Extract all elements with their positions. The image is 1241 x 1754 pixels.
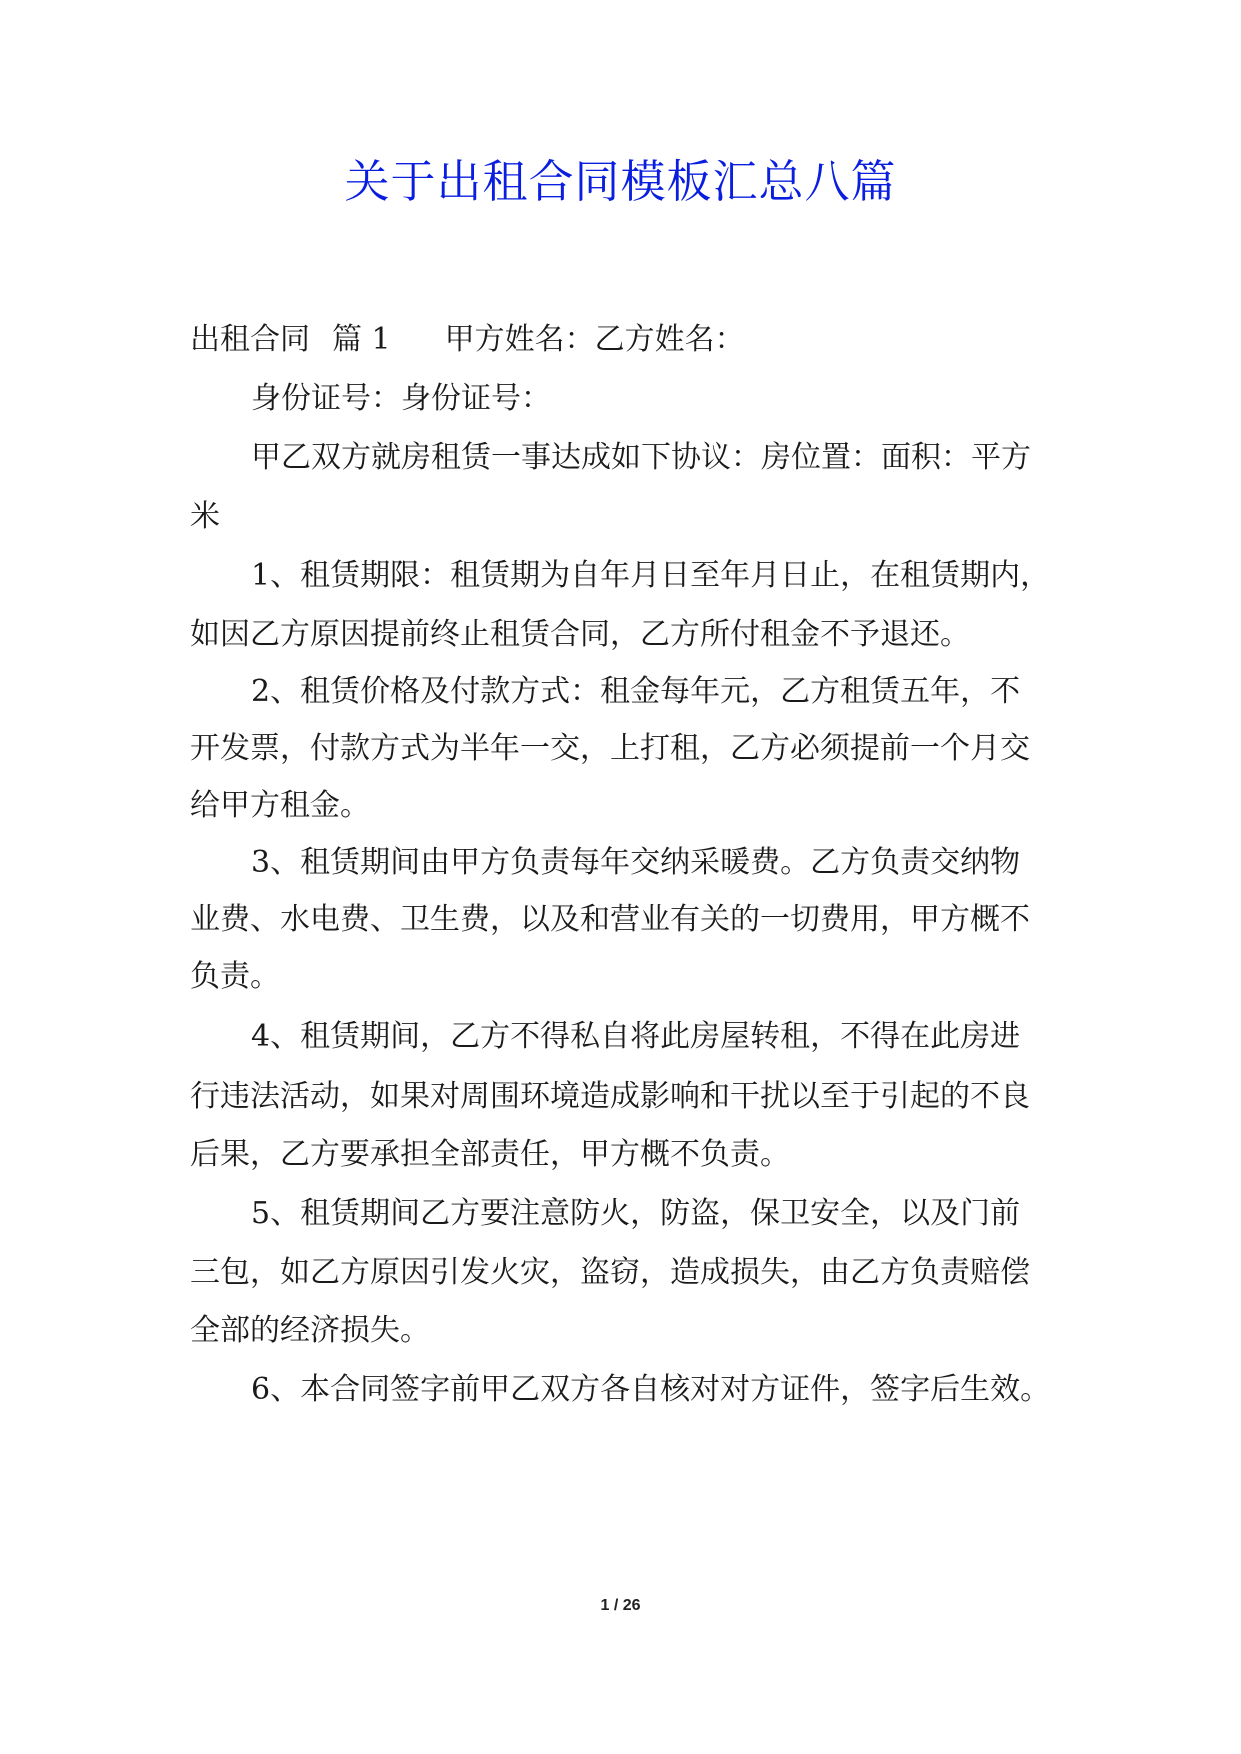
document-title: 关于出租合同模板汇总八篇 [344,155,897,208]
paragraph-line: 全部的经济损失。 [190,1313,430,1348]
paragraph-line: 负责。 [190,959,280,994]
paragraph-line: 2、租赁价格及付款方式：租金每年元，乙方租赁五年，不 [251,674,1021,709]
paragraph-line: 5、租赁期间乙方要注意防火，防盗，保卫安全，以及门前 [251,1196,1021,1231]
party-names: 甲方姓名：乙方姓名： [444,322,745,357]
paragraph-line: 三包，如乙方原因引发火灾，盗窃，造成损失，由乙方负责赔偿 [190,1255,1030,1290]
paragraph-line: 身份证号：身份证号： [251,381,551,416]
paragraph-line: 后果，乙方要承担全部责任，甲方概不负责。 [190,1137,790,1172]
contract-label: 出租合同 [190,322,310,357]
paragraph-line: 米 [190,499,220,534]
contract-heading-line [190,315,1070,365]
paragraph-line: 3、租赁期间由甲方负责每年交纳采暖费。乙方负责交纳物 [251,845,1021,880]
paragraph-line: 6、本合同签字前甲乙双方各自核对对方证件，签字后生效。 [251,1372,1051,1407]
paragraph-line: 如因乙方原因提前终止租赁合同，乙方所付租金不予退还。 [190,617,970,652]
paragraph-line: 行违法活动，如果对周围环境造成影响和干扰以至于引起的不良 [190,1079,1030,1114]
paragraph-line: 4、租赁期间，乙方不得私自将此房屋转租，不得在此房进 [251,1019,1021,1054]
paragraph-line: 甲乙双方就房租赁一事达成如下协议：房位置：面积：平方 [251,440,1031,475]
paragraph-line: 1、租赁期限：租赁期为自年月日至年月日止，在租赁期内， [251,558,1051,593]
page-number: 1 / 26 [600,1597,641,1614]
paragraph-line: 给甲方租金。 [190,788,370,823]
paragraph-line: 业费、水电费、卫生费，以及和营业有关的一切费用，甲方概不 [190,902,1030,937]
paragraph-line: 开发票，付款方式为半年一交，上打租，乙方必须提前一个月交 [190,731,1030,766]
contract-part: 篇 1 [332,322,391,357]
